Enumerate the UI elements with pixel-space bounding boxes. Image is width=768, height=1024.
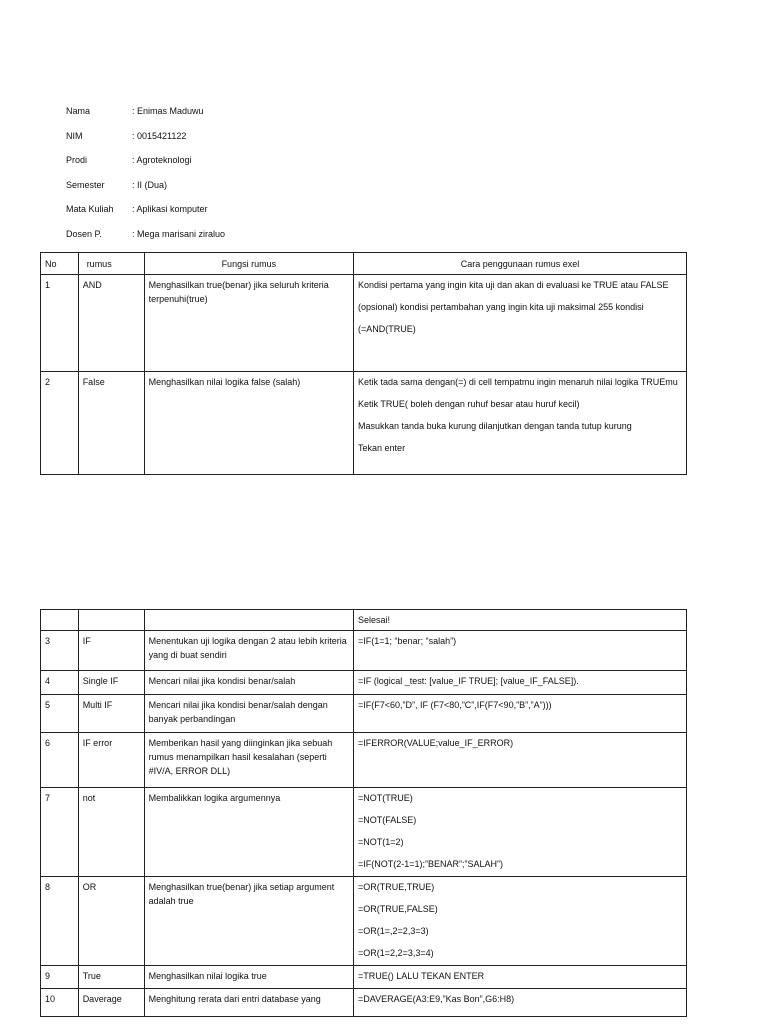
cell-cara	[354, 788, 687, 877]
table-row	[41, 733, 687, 788]
header-fungsi: Fungsi rumus	[144, 253, 353, 275]
cell-cara	[354, 275, 687, 372]
cell-rumus: IF	[78, 631, 144, 671]
cell-rumus	[78, 610, 144, 631]
cara-line: =IF (logical _test: [value_IF TRUE]; [value_IF_FALSE]).	[358, 676, 579, 686]
info-row-semester	[66, 178, 225, 203]
cell-fungsi: Membalikkan logika argumennya	[144, 788, 353, 877]
cara-line: (opsional) kondisi pertambahan yang ingin kita uji maksimal 255 kondisi	[358, 302, 644, 312]
info-row-mata-kuliah	[66, 202, 225, 227]
cell-fungsi: Menghasilkan nilai logika false (salah)	[144, 372, 353, 475]
cell-no: 4	[41, 671, 79, 695]
info-value: : II (Dua)	[132, 179, 168, 190]
formula-table-2	[40, 609, 687, 1017]
cell-fungsi: Menghasilkan true(benar) jika setiap argument adalah true	[144, 877, 353, 966]
info-label: Dosen P.	[66, 228, 102, 239]
cara-line: (=AND(TRUE)	[358, 324, 416, 334]
cara-line: Masukkan tanda buka kurung dilanjutkan dengan tanda tutup kurung	[358, 421, 632, 431]
cara-line: Ketik tada sama dengan(=) di cell tempatmu ingin menaruh nilai logika TRUEmu	[358, 377, 678, 387]
cell-rumus: Single IF	[78, 671, 144, 695]
cell-rumus: AND	[78, 275, 144, 372]
cell-no: 7	[41, 788, 79, 877]
cara-line: =OR(1=2,2=3,3=4)	[358, 948, 434, 958]
table-row	[41, 372, 687, 475]
info-value: : Aplikasi komputer	[132, 204, 208, 215]
cara-line: =DAVERAGE(A3:E9,”Kas Bon”,G6:H8)	[358, 994, 515, 1004]
cell-rumus: Daverage	[78, 989, 144, 1017]
info-label: Mata Kuliah	[66, 204, 114, 215]
cara-line: =OR(TRUE,TRUE)	[358, 882, 435, 892]
cell-rumus: Multi IF	[78, 695, 144, 733]
info-label: NIM	[66, 130, 83, 141]
info-value: : 0015421122	[132, 130, 187, 141]
table-row	[41, 788, 687, 877]
cara-line: =IF(1=1; “benar; “salah”)	[358, 636, 457, 646]
formula-table-1	[40, 252, 687, 475]
cara-line: =NOT(TRUE)	[358, 793, 413, 803]
cell-cara	[354, 631, 687, 671]
cara-line: Ketik TRUE( boleh dengan ruhuf besar atau huruf kecil)	[358, 399, 580, 409]
cell-fungsi: Mencari nilai jika kondisi benar/salah dengan banyak perbandingan	[144, 695, 353, 733]
cell-rumus: not	[78, 788, 144, 877]
info-label: Semester	[66, 179, 105, 190]
cell-no: 9	[41, 966, 79, 989]
cell-cara	[354, 877, 687, 966]
cell-cara	[354, 966, 687, 989]
info-value: : Mega marisani ziraluo	[132, 228, 226, 239]
cara-line: Tekan enter	[358, 443, 406, 453]
cell-cara: Selesai!	[354, 610, 687, 631]
cell-cara	[354, 989, 687, 1017]
info-row-prodi	[66, 153, 225, 178]
cara-line: =NOT(1=2)	[358, 837, 404, 847]
cell-rumus: True	[78, 966, 144, 989]
cara-line: =IF(F7<60,”D”, IF (F7<80,”C”,IF(F7<90,”B”,”A”)))	[358, 700, 552, 710]
cell-fungsi: Menghasilkan true(benar) jika seluruh kriteria terpenuhi(true)	[144, 275, 353, 372]
table-row	[41, 989, 687, 1017]
cara-line: =NOT(FALSE)	[358, 815, 417, 825]
cell-fungsi: Memberikan hasil yang diinginkan jika sebuah rumus menampilkan hasil kesalahan (seperti #IV/A, ERROR DLL)	[144, 733, 353, 788]
info-value: : Agroteknologi	[132, 155, 192, 166]
info-row-dosen	[66, 227, 225, 252]
table-header-row	[41, 610, 687, 631]
cell-cara	[354, 671, 687, 695]
cara-line: =OR(1=,2=2,3=3)	[358, 926, 429, 936]
header-rumus: rumus	[78, 253, 144, 275]
cell-fungsi: Menghitung rerata dari entri database yang	[144, 989, 353, 1017]
info-value: : Enimas Maduwu	[132, 106, 204, 116]
header-cara: Cara penggunaan rumus exel	[354, 253, 687, 275]
cell-no	[41, 610, 79, 631]
cell-no: 5	[41, 695, 79, 733]
table-row	[41, 671, 687, 695]
cara-line: Kondisi pertama yang ingin kita uji dan akan di evaluasi ke TRUE atau FALSE	[358, 280, 669, 290]
table-row	[41, 966, 687, 989]
cell-no: 8	[41, 877, 79, 966]
cara-line: =IFERROR(VALUE;value_IF_ERROR)	[358, 738, 514, 748]
cell-no: 10	[41, 989, 79, 1017]
cara-line: =TRUE() LALU TEKAN ENTER	[358, 971, 485, 981]
cell-fungsi: Menentukan uji logika dengan 2 atau lebih kriteria yang di buat sendiri	[144, 631, 353, 671]
cell-no: 2	[41, 372, 79, 475]
cell-fungsi: Menghasilkan nilai logika true	[144, 966, 353, 989]
table-row	[41, 877, 687, 966]
cell-fungsi	[144, 610, 353, 631]
cell-cara	[354, 733, 687, 788]
cell-rumus: False	[78, 372, 144, 475]
table-row	[41, 631, 687, 671]
info-row-nim	[66, 129, 225, 154]
student-info	[66, 104, 225, 252]
cell-rumus: OR	[78, 877, 144, 966]
cell-cara	[354, 695, 687, 733]
table-row	[41, 275, 687, 372]
header-no: No	[41, 253, 79, 275]
cara-line: =IF(NOT(2-1=1);”BENAR”;”SALAH”)	[358, 859, 504, 869]
cell-cara	[354, 372, 687, 475]
cell-no: 6	[41, 733, 79, 788]
cell-no: 1	[41, 275, 79, 372]
table-row	[41, 695, 687, 733]
cell-no: 3	[41, 631, 79, 671]
info-label: Prodi	[66, 155, 88, 166]
cara-line: =OR(TRUE,FALSE)	[358, 904, 438, 914]
info-row-nama	[66, 104, 225, 129]
table-header-row	[41, 253, 687, 275]
cell-fungsi: Mencari nilai jika kondisi benar/salah	[144, 671, 353, 695]
info-label: Nama	[66, 106, 91, 116]
cell-rumus: IF error	[78, 733, 144, 788]
